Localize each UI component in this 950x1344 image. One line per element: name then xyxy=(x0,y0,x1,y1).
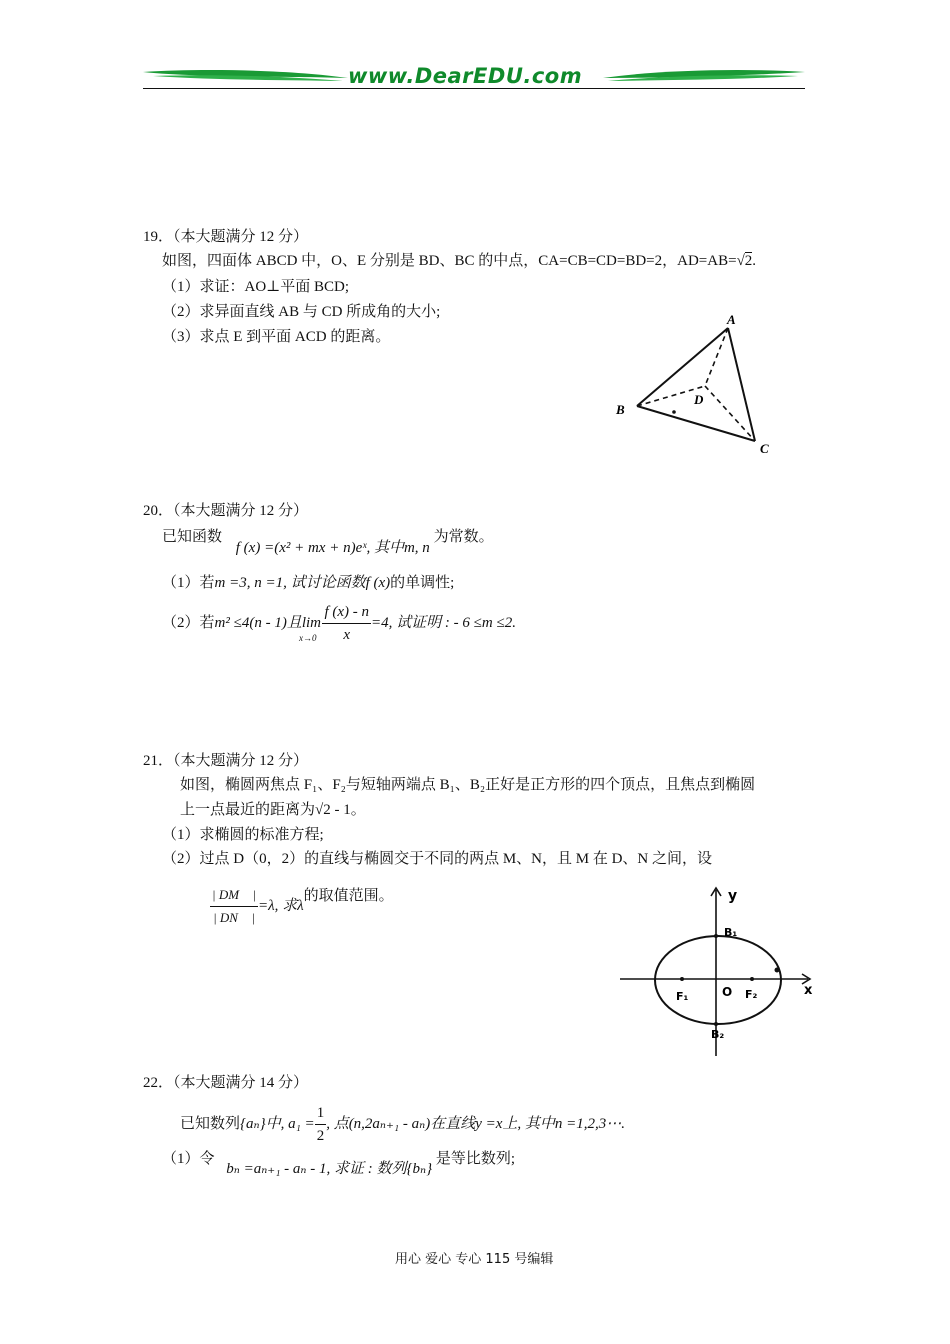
q20-stem xyxy=(162,526,494,556)
q19-stem-end: . xyxy=(752,253,757,269)
header-left-swoosh xyxy=(143,66,348,86)
q20-part1-math: m =3, n =1, 试讨论函数f (x) xyxy=(214,575,391,591)
q20-lim-subscript: x→0 xyxy=(298,632,317,643)
q22-part1 xyxy=(162,1148,515,1177)
q21-ratio-suffix: 的取值范围。 xyxy=(303,887,394,904)
q19-part3: （3）求点 E 到平面 ACD 的距离。 xyxy=(162,329,391,345)
q21-frac-num: | DM⃗ | xyxy=(210,884,258,907)
q21-ratio-rest: =λ, 求λ xyxy=(257,897,304,914)
q22-part1-prefix: （1）令 xyxy=(162,1151,215,1167)
label-x: x xyxy=(804,983,813,998)
q22-stem xyxy=(180,1102,625,1147)
label-A: A xyxy=(727,312,736,327)
label-F2: F₂ xyxy=(745,988,758,1001)
point-F1 xyxy=(680,977,684,981)
q19-tetrahedron-figure xyxy=(610,308,805,473)
q20-part1 xyxy=(162,572,454,594)
point-F2 xyxy=(750,977,754,981)
label-D: D xyxy=(694,392,704,407)
point-B1 xyxy=(714,934,718,938)
q21-ellipse-figure xyxy=(608,878,818,1068)
q21-stem2-suffix: 。 xyxy=(350,802,366,818)
q19-title: 19．（本大题满分 12 分） xyxy=(143,229,309,245)
q21-title: 21．（本大题满分 12 分） xyxy=(143,753,309,769)
q20-title: 20．（本大题满分 12 分） xyxy=(143,503,309,519)
q20-stem-prefix: 已知函数 xyxy=(162,529,223,545)
midpoint-mark xyxy=(672,410,676,414)
q22-title: 22．（本大题满分 14 分） xyxy=(143,1075,309,1091)
page-header xyxy=(143,62,805,92)
q22-frac-num: 1 xyxy=(315,1102,327,1125)
q22-part1-suffix: 是等比数列; xyxy=(435,1151,515,1167)
q21-part2-ratio xyxy=(210,884,394,929)
q20-part2 xyxy=(162,601,516,646)
q21-part1: （1）求椭圆的标准方程; xyxy=(162,827,324,843)
ellipse xyxy=(655,936,781,1024)
q20-part2-prefix: （2）若 xyxy=(162,614,215,631)
q21-ratio-fraction xyxy=(210,884,258,929)
q22-half-fraction xyxy=(315,1102,327,1147)
sqrt-symbol: √ xyxy=(736,253,745,269)
point-on-ellipse xyxy=(775,968,780,973)
q22-part1-math: bₙ =aₙ₊₁ - aₙ - 1, 求证 : 数列{bₙ} xyxy=(226,1161,433,1177)
header-logo: www.DearEDU.com xyxy=(348,64,583,88)
q20-limit-fraction xyxy=(322,601,371,646)
q22-stem-b: , 点(n,2aₙ₊₁ - aₙ)在直线y =x上, 其中n =1,2,3⋯. xyxy=(326,1115,626,1132)
label-F1: F₁ xyxy=(676,990,689,1003)
q20-frac-num: f (x) - n xyxy=(322,601,371,624)
q21-stem-line2 xyxy=(180,799,366,821)
edge-AC xyxy=(728,328,755,441)
q21-stem2-math: √2 - 1 xyxy=(315,802,351,818)
q20-stem-suffix: 为常数。 xyxy=(433,529,494,545)
q19-stem-text: 如图，四面体 ABCD 中，O、E 分别是 BD、BC 的中点，CA=CB=CD=BD=2，AD=AB= xyxy=(162,253,737,269)
q19-part1: （1）求证：AO⊥平面 BCD; xyxy=(162,279,350,295)
label-O: O xyxy=(722,985,733,999)
q22-stem-prefix: 已知数列 xyxy=(180,1115,241,1132)
q19-sqrt-value: 2 xyxy=(744,253,753,269)
point-B2 xyxy=(714,1022,718,1026)
q20-function: f (x) =(x² + mx + n)eˣ, 其中m, n xyxy=(235,540,430,556)
q21-stem-line1: 如图，椭圆两焦点 F₁、F₂与短轴两端点 B₁、B₂正好是正方形的四个顶点，且焦点到椭圆 xyxy=(180,777,756,793)
q19-part2: （2）求异面直线 AB 与 CD 所成角的大小; xyxy=(162,304,441,320)
q20-frac-den: x xyxy=(343,627,351,643)
q21-part2: （2）过点 D（0，2）的直线与椭圆交于不同的两点 M、N，且 M 在 D、N 之间，设 xyxy=(162,851,713,867)
q20-part1-prefix: （1）若 xyxy=(162,575,215,591)
label-B: B xyxy=(616,402,625,417)
q22-frac-den: 2 xyxy=(316,1128,325,1144)
label-C: C xyxy=(760,441,769,456)
header-right-swoosh xyxy=(603,66,805,86)
header-rule xyxy=(143,88,805,89)
label-y: y xyxy=(728,888,738,904)
q19-stem xyxy=(162,250,756,272)
edge-BC xyxy=(637,406,755,441)
edge-AB xyxy=(637,328,728,406)
q20-part2-math-a: m² ≤4(n - 1)且lim xyxy=(214,614,321,631)
q21-frac-den: | DN⃗ | xyxy=(213,910,255,925)
label-B2: B₂ xyxy=(711,1028,725,1041)
q20-part1-suffix: 的单调性; xyxy=(390,575,455,591)
q21-stem2-prefix: 上一点最近的距离为 xyxy=(180,802,316,818)
q22-stem-a: {aₙ}中, a₁ = xyxy=(240,1115,315,1132)
page-footer: 用心 爱心 专心 115 号编辑 xyxy=(395,1252,554,1267)
q20-part2-math-b: =4, 试证明 : - 6 ≤m ≤2. xyxy=(371,614,516,631)
label-B1: B₁ xyxy=(724,926,738,939)
